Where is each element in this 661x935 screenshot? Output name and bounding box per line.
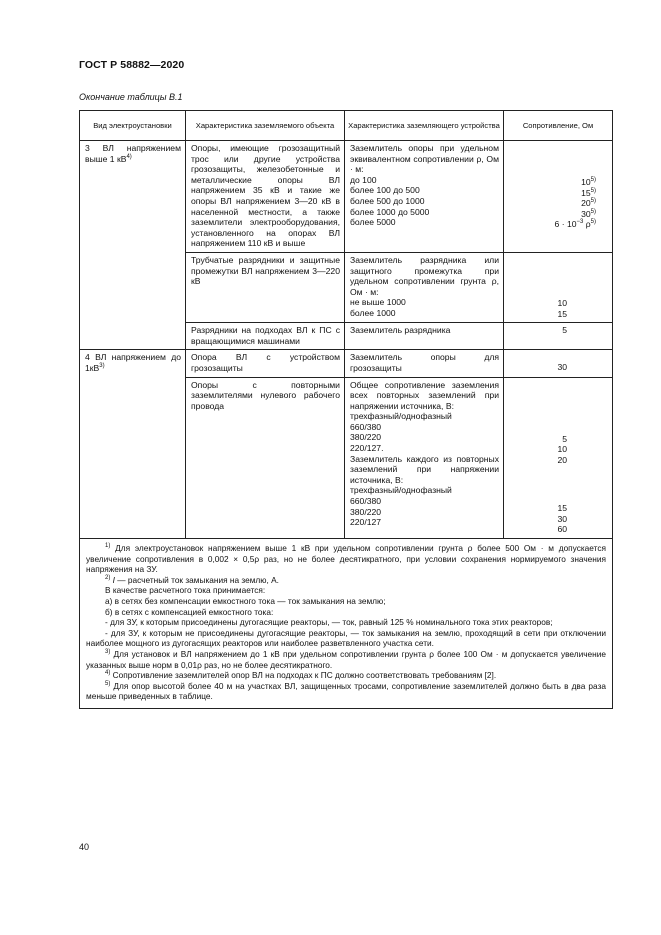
- resistance-cell: [504, 323, 613, 350]
- resistance-cell: [504, 350, 613, 377]
- voltage-item: 660/380: [350, 421, 382, 432]
- voltage-item: 380/220: [350, 506, 382, 517]
- notes-cell: [80, 539, 613, 709]
- device-cell: [345, 377, 504, 539]
- installation-type-text: 4 ВЛ напряжением до 1кВ: [85, 352, 181, 373]
- resistance-value: 60: [557, 524, 567, 535]
- resistance-value: 30$^{5)}$: [581, 208, 596, 219]
- footnote-4: $^{4)}$ Сопротивление заземлителей опор ВЛ на подходах к ПС должно соответствовать требованиям [2].: [105, 670, 497, 681]
- range-item: более 100 до 500: [350, 185, 420, 196]
- range-item: не выше 1000: [350, 297, 406, 308]
- device-text: Общее сопротивление заземления всех повторных заземлений при напряжении источника, В:: [350, 379, 499, 411]
- device-text: Заземлитель опоры для грозозащиты: [350, 352, 499, 373]
- device-cell: [345, 252, 504, 322]
- object-cell: [186, 323, 345, 350]
- footnote-ref: 3): [99, 363, 105, 370]
- header-object-characteristic: Характеристика заземляемого объекта: [186, 111, 345, 141]
- range-item: более 1000 до 5000: [350, 206, 430, 217]
- range-item: до 100: [350, 174, 377, 185]
- range-item: более 5000: [350, 217, 396, 228]
- range-item: более 1000: [350, 307, 396, 318]
- footnote-ref: 4): [126, 153, 132, 160]
- header-device-characteristic: Характеристика заземляющего устройства: [345, 111, 504, 141]
- voltage-item: 660/380: [350, 496, 382, 507]
- resistance-value: 20: [557, 454, 567, 465]
- installation-type-cell: [80, 141, 186, 350]
- object-text: Трубчатые разрядники и защитные промежутки ВЛ напряжением 3—220 кВ: [191, 254, 340, 287]
- footnote-2-line: - для ЗУ, к которым присоединены дугогасящие реакторы, — ток, равный 125 % номинального тока этих реакторов;: [105, 617, 553, 628]
- object-cell: [186, 252, 345, 322]
- table-caption: Окончание таблицы В.1: [79, 92, 183, 102]
- device-cell: [345, 323, 504, 350]
- table-row: [80, 141, 613, 253]
- footnote-1: $^{1)}$ Для электроустановок напряжением выше 1 кВ при удельном сопротивлении грунта ρ более 500 Ом · м допускается увеличение сопротивления в 0,002 × 0,5ρ раз, но не более десятикратного, при условии сохранения нормируемого значения напряжения на ЗУ.: [86, 543, 606, 575]
- device-text: Заземлитель разрядника или защитного промежутка при удельном сопротивлении грунта ρ, Ом · м:: [350, 254, 499, 297]
- page-number: 40: [79, 842, 90, 852]
- table-row: [80, 350, 613, 377]
- resistance-cell: [504, 377, 613, 539]
- header-installation-type: Вид электроустановки: [80, 111, 186, 141]
- footnote-2-line: В качестве расчетного тока принимается:: [105, 585, 266, 596]
- footnote-2-line: а) в сетях без компенсации емкостного тока — ток замыкания на землю;: [105, 596, 386, 607]
- device-cell: [345, 141, 504, 253]
- resistance-value: 15$^{5)}$: [581, 187, 596, 198]
- resistance-value: 5: [562, 433, 567, 444]
- resistance-value: 10: [557, 297, 567, 308]
- resistance-cell: [504, 141, 613, 253]
- footnote-2-line: - для ЗУ, к которым не присоединены дугогасящие реакторы, — ток замыкания на землю, проходящий в сети при отключении наиболее мощного из дугогасящих реакторов или наиболее разветвленного участка сети.: [86, 627, 606, 649]
- notes-row: [80, 539, 613, 709]
- device-text: Заземлитель опоры при удельном эквивалентном сопротивлении ρ, Ом · м:: [350, 143, 499, 175]
- device-text: Заземлитель каждого из повторных заземлений при напряжении источника, В:: [350, 453, 499, 485]
- range-item: более 500 до 1000: [350, 195, 425, 206]
- resistance-cell: [504, 252, 613, 322]
- resistance-value: 15: [557, 503, 567, 514]
- voltage-item: 380/220: [350, 432, 382, 443]
- installation-type-cell: [80, 350, 186, 539]
- device-cell: [345, 350, 504, 377]
- grounding-table: [79, 110, 613, 709]
- device-text: Заземлитель разрядника: [350, 325, 451, 336]
- object-text: Опоры, имеющие грозозащитный трос или другие устройства грозозащиты, железобетонные и металлические опоры ВЛ напряжением 35 кВ и такие же опоры ВЛ напряжением 3—20 кВ в населенной местности, а также заземлители электрооборудования, установленного на опорах ВЛ напряжением 110 кВ и выше: [191, 143, 340, 249]
- document-code: ГОСТ Р 58882—2020: [79, 59, 185, 71]
- resistance-value: 10$^{5)}$: [581, 177, 596, 187]
- resistance-value: 15: [557, 308, 567, 319]
- header-resistance: Сопротивление, Ом: [504, 111, 613, 141]
- voltage-item: 220/127.: [350, 443, 384, 454]
- phase-label: трехфазный/однофазный: [350, 411, 452, 422]
- object-text: Опора ВЛ с устройством грозозащиты: [191, 352, 340, 373]
- table-header-row: [80, 111, 613, 141]
- phase-label: трехфазный/однофазный: [350, 485, 452, 496]
- resistance-value: 10: [557, 444, 567, 455]
- resistance-value: 5: [562, 325, 567, 336]
- footnote-2: $^{2)}$ I — расчетный ток замыкания на землю, А.: [105, 574, 279, 585]
- resistance-value: $6 \cdot 10^{-3}$ $\rho^{5)}$: [554, 219, 596, 230]
- object-text: Разрядники на подходах ВЛ к ПС с вращающимися машинами: [191, 325, 340, 346]
- resistance-value: 20$^{5)}$: [581, 198, 596, 209]
- footnote-2-line: б) в сетях с компенсацией емкостного тока:: [105, 606, 274, 617]
- object-cell: [186, 350, 345, 377]
- object-text: Опоры с повторными заземлителями нулевого рабочего провода: [191, 379, 340, 411]
- object-cell: [186, 377, 345, 539]
- voltage-item: 220/127: [350, 517, 382, 528]
- object-cell: [186, 141, 345, 253]
- resistance-value: 30: [557, 513, 567, 524]
- installation-type-text: 3 ВЛ напряжением выше 1 кВ: [85, 143, 181, 164]
- footnote-3: $^{3)}$ Для установок и ВЛ напряжением до 1 кВ при удельном сопротивлении грунта ρ более 100 Ом · м допускается увеличение указанных выше норм в 0,01ρ раз, но не более десятикратного.: [86, 649, 606, 670]
- resistance-value: 30: [557, 362, 567, 373]
- footnote-5: $^{5)}$ Для опор высотой более 40 м на участках ВЛ, защищенных тросами, сопротивление заземлителей должно быть в два раза меньше приведенных в таблице.: [86, 680, 606, 702]
